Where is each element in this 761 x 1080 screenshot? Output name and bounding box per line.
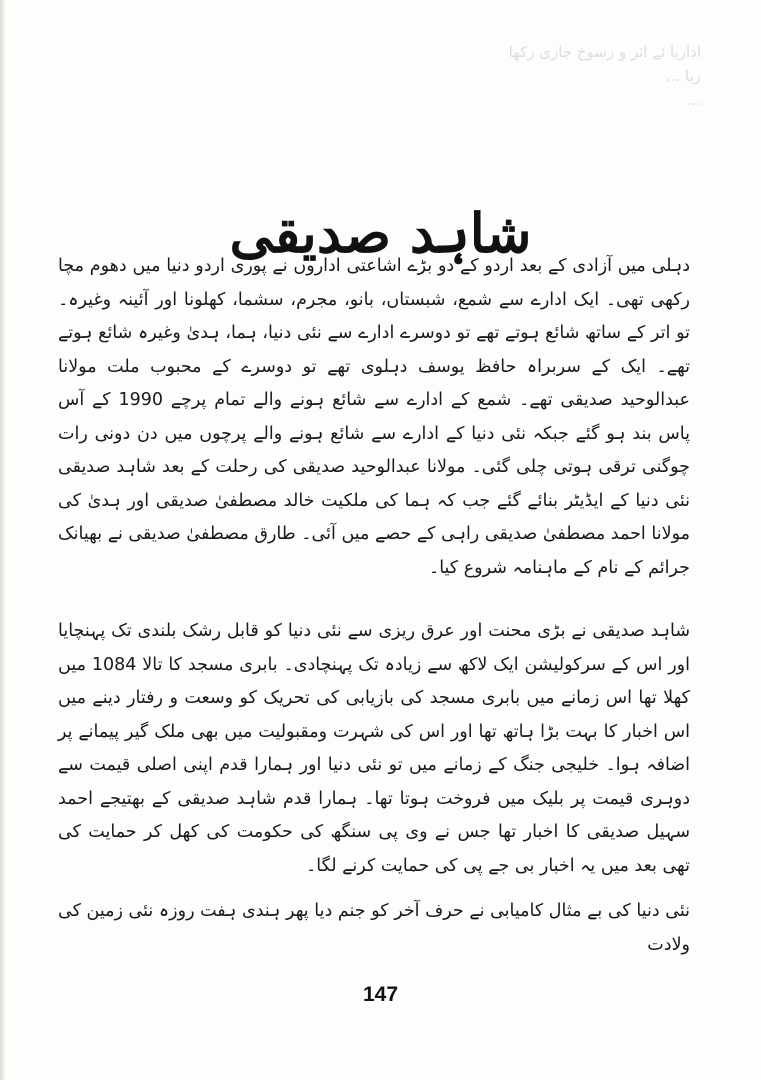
bleed-through-text — [41, 40, 701, 112]
bleed-line: اداریا ئے اثر و رسوخ جاری رکھا — [508, 43, 701, 61]
bleed-line: ... — [686, 91, 701, 109]
article-title: شاہد صدیقی — [229, 201, 532, 266]
paragraph: شاہد صدیقی نے بڑی محنت اور عرق ریزی سے نئی دنیا کو قابل رشک بلندی تک پہنچایا اور اس کے سرکولیشن ایک لاکھ سے زیادہ تک پہنچادی۔ بابری مسجد کا تالا 1084 میں کھلا تھا اس زمانے میں بابری مسجد کی بازیابی کی تحریک کو وسعت و رفتار دینے میں اس اخبار کا بہت بڑا ہاتھ تھا اور اس کی شہرت ومقبولیت میں بھی ملک گیر پیمانے پر اضافہ ہوا۔ خلیجی جنگ کے زمانے میں تو نئی دنیا اور ہمارا قدم اپنی اصلی قیمت سے دوہری قیمت پر بلیک میں فروخت ہوتا تھا۔ ہمارا قدم شاہد صدیقی کے بھتیجے احمد سہیل صدیقی کا اخبار تھا جس نے وی پی سنگھ کی حکومت کی کھل کر حمایت کی تھی بعد میں یہ اخبار بی جے پی کی حمایت کرنے لگا۔ — [58, 621, 690, 876]
page-number: 147 — [362, 983, 399, 1006]
paragraph: دہلی میں آزادی کے بعد اردو کے دو بڑے اشاعتی اداروں نے پوری اردو دنیا میں دھوم مچا رکھی تھی۔ ایک ادارے سے شمع، شبستاں، بانو، مجرم، سشما، کھلونا اور آئینہ وغیرہ۔ تو اتر کے ساتھ شائع ہوتے تھے تو دوسرے ادارے سے نئی دنیا، ہما، ہدیٰ وغیرہ شائع ہوتے تھے۔ ایک کے سربراہ حافظ یوسف دہلوی تھے تو دوسرے کے محبوب ملت مولانا عبدالوحید صدیقی تھے۔ شمع کے ادارے سے شائع ہونے والے تمام پرچے 1990 کے آس پاس بند ہو گئے جبکہ نئی دنیا کے ادارے سے شائع ہونے والے پرچوں میں دن دونی رات چوگنی ترقی ہوتی چلی گئی۔ مولانا عبدالوحید صدیقی کی رحلت کے بعد شاہد صدیقی نئی دنیا کے ایڈیٹر بنائے گئے جب کہ ہما کی ملکیت خالد مصطفیٰ صدیقی اور ہدیٰ کی مولانا احمد مصطفیٰ صدیقی راہی کے حصے میں آئی۔ طارق مصطفیٰ صدیقی نے بھیانک جرائم کے نام کے ماہنامہ شروع کیا۔ — [58, 256, 690, 578]
article-body — [58, 250, 690, 962]
bleed-line: ریا ... — [665, 67, 701, 85]
page-edge — [0, 0, 6, 1080]
paragraph: نئی دنیا کی بے مثال کامیابی نے حرف آخر کو جنم دیا پھر ہندی ہفت روزہ نئی زمین کی ولادت — [58, 901, 690, 955]
